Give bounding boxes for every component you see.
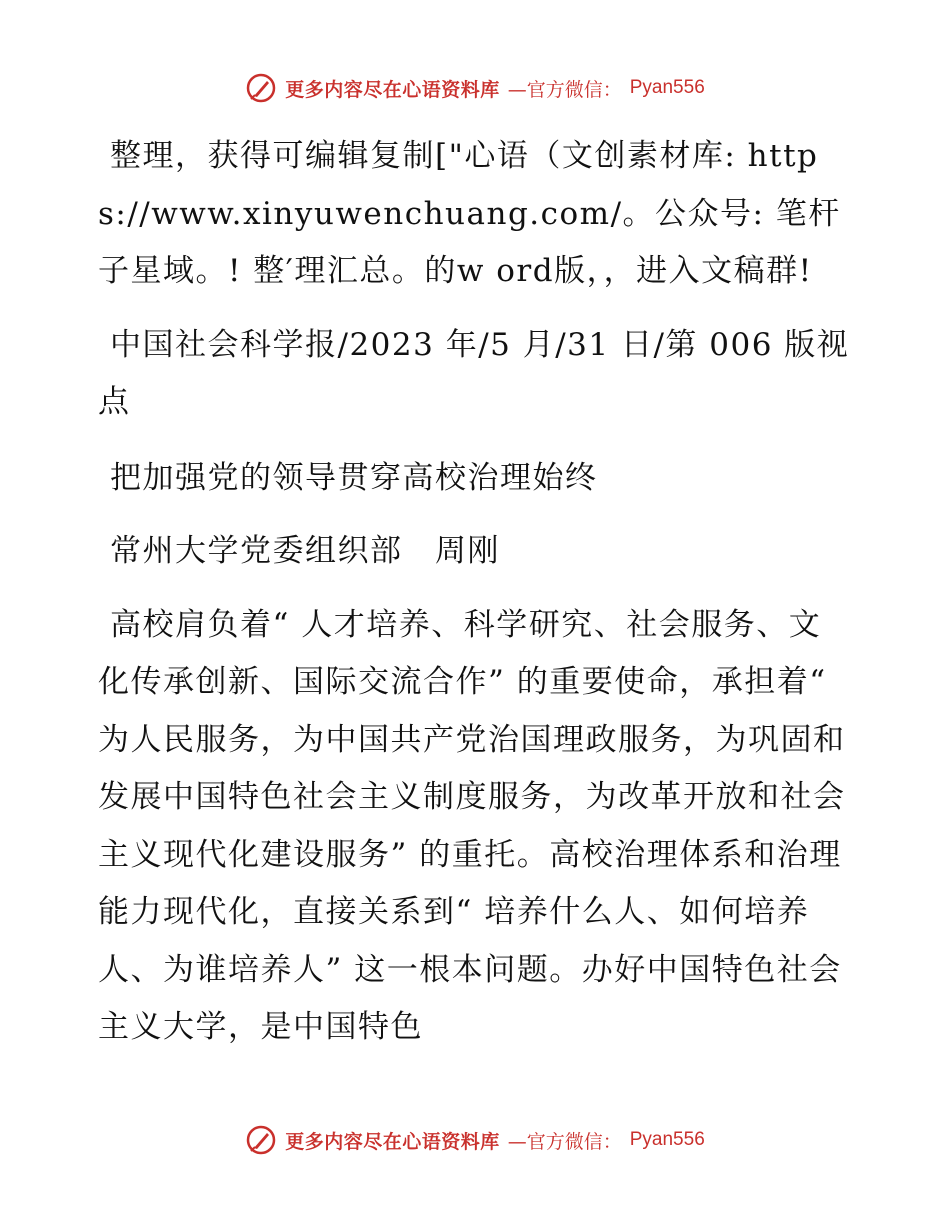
watermark-handle: Pyan556 bbox=[629, 1129, 705, 1150]
article-title: 把加强党的领导贯穿高校治理始终 bbox=[110, 459, 598, 496]
watermark-separator: —官方微信： bbox=[507, 1130, 622, 1153]
watermark-handle: Pyan556 bbox=[629, 77, 705, 98]
source-line: 中国社会科学报/2023 年/5 月/31 日/第 006 版视点 bbox=[98, 326, 850, 420]
watermark-separator: —官方微信： bbox=[507, 78, 622, 101]
header-watermark bbox=[0, 68, 950, 108]
feather-pen-circle-icon bbox=[245, 72, 277, 104]
feather-pen-circle-icon bbox=[245, 1124, 277, 1156]
intro-paragraph: 整理，获得可编辑复制["心语（文创素材库: https://www.xinyuwenchuang.com/。公众号: 笔杆子星域。! 整′理汇总。的w ord版，，进入文稿群! bbox=[98, 138, 841, 289]
watermark-text: 更多内容尽在心语资料库 bbox=[285, 1130, 500, 1153]
document-body bbox=[98, 128, 850, 1073]
watermark-text: 更多内容尽在心语资料库 bbox=[285, 78, 500, 101]
footer-watermark bbox=[0, 1120, 950, 1160]
article-author: 常州大学党委组织部 周刚 bbox=[110, 533, 500, 569]
body-paragraph: 高校肩负着“ 人才培养、科学研究、社会服务、文化传承创新、国际交流合作” 的重要使命，承担着“ 为人民服务，为中国共产党治国理政服务，为巩固和发展中国特色社会主义制度服务，为改革开放和社会主义现代化建设服务” 的重托。高校治理体系和治理能力现代化，直接关系到“ 培养什么人、如何培养人、为谁培养人” 这一根本问题。办好中国特色社会主义大学，是中国特色 bbox=[98, 606, 846, 1045]
